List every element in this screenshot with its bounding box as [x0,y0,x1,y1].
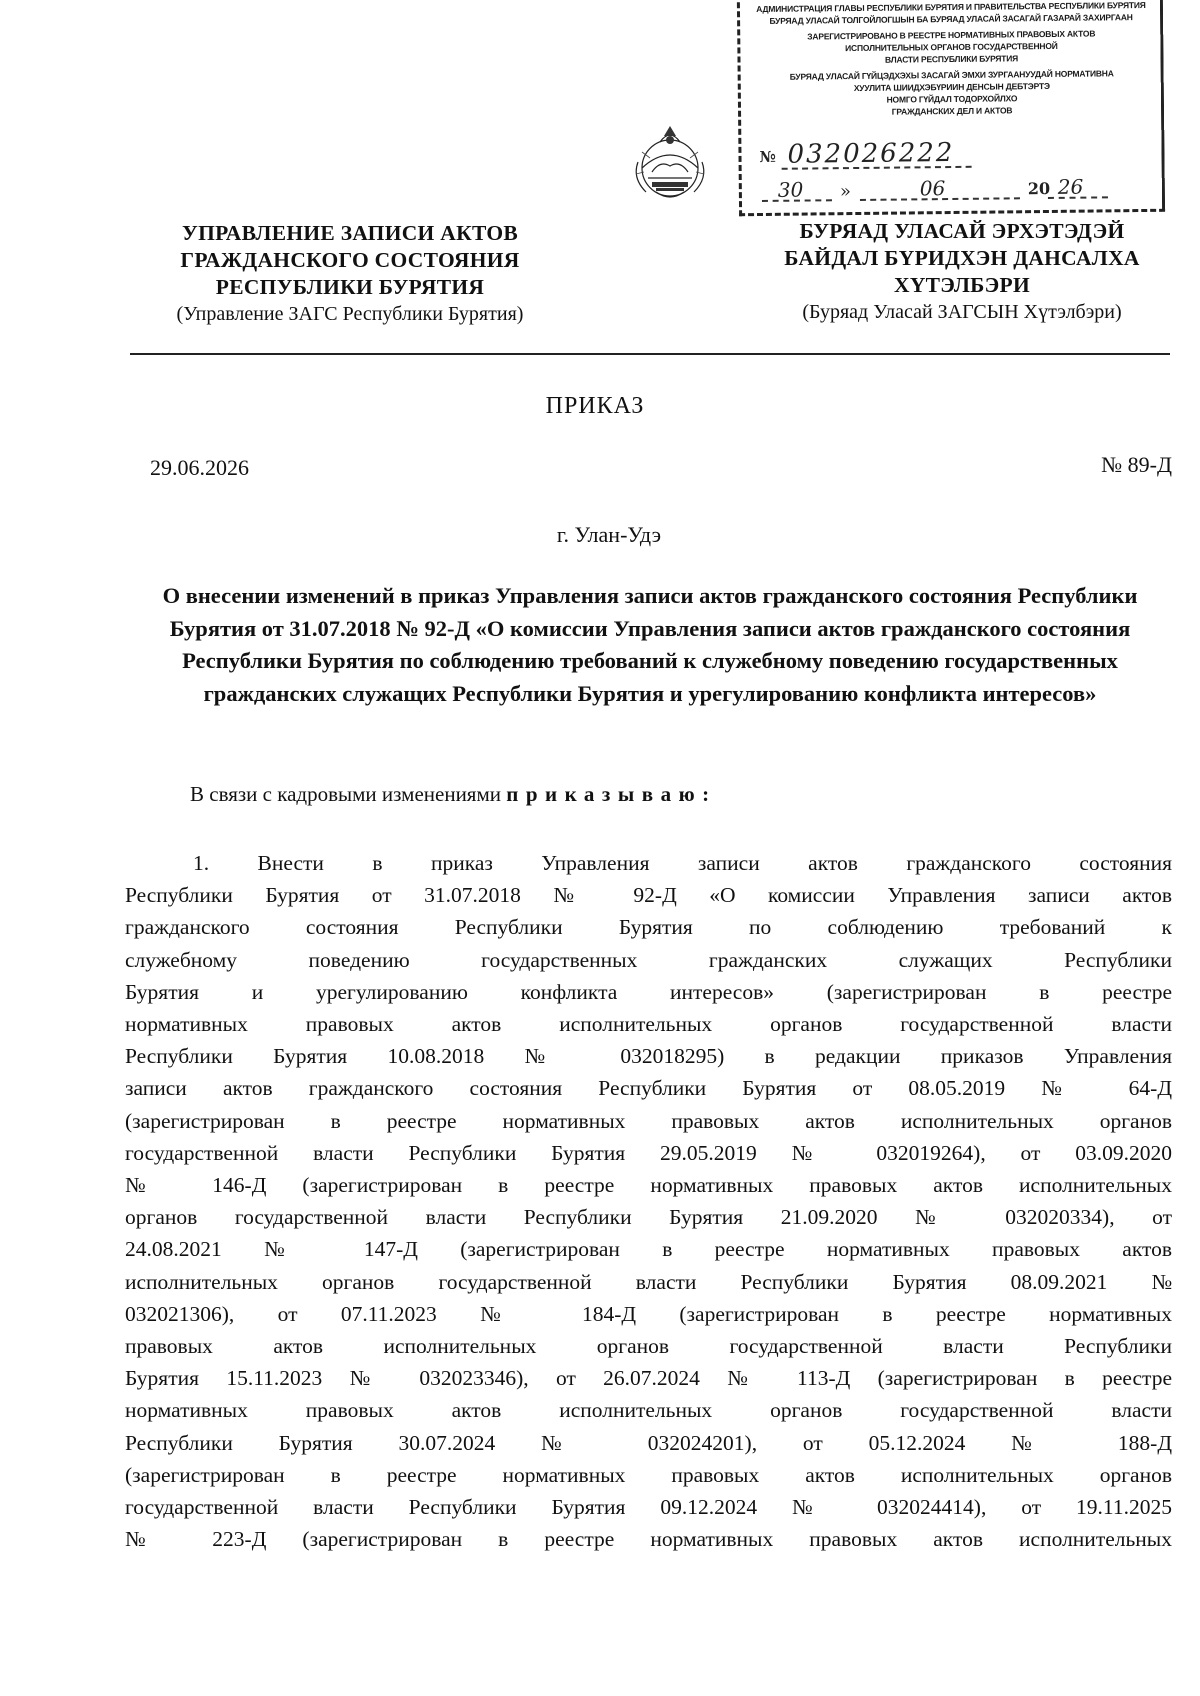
registration-stamp: АДМИНИСТРАЦИЯ ГЛАВЫ РЕСПУБЛИКИ БУРЯТИЯ И ПРАВИТЕЛЬСТВА РЕСПУБЛИКИ БУРЯТИЯ БУРЯАД УЛАСАЙ ТОЛГОЙЛОГШЫН БА БУРЯАД УЛАСАЙ ЗАСАГАЙ ГАЗАРАЙ ЗАХИРГААН ЗАРЕГИСТРИРОВАНО В РЕЕСТРЕ НОРМАТИВНЫХ ПРАВОВЫХ АКТОВ ИСПОЛНИТЕЛЬНЫХ ОРГАНОВ ГОСУДАРСТВЕННОЙ ВЛАСТИ РЕСПУБЛИКИ БУРЯТИЯ БУРЯАД УЛАСАЙ ГҮЙЦЭДХЭХЫ ЗАСАГАЙ ЭМХИ ЗУРГААНУУДАЙ НОРМАТИВНА ХУУЛИТА ШИИДХЭБҮРИИН ДЕНСЫН ДЕБТЭРТЭ НОМГО ГҮЙДАЛ ТОДОРХОЙЛХО ГРАЖДАНСКИХ ДЕЛ И АКТОВ № 032026222 30 » 06 20 26 [737,0,1165,216]
stamp-line: БУРЯАД УЛАСАЙ ТОЛГОЙЛОГШЫН БА БУРЯАД УЛАСАЙ ЗАСАГАЙ ГАЗАРАЙ ЗАХИРГААН [769,12,1133,26]
intro-text: В связи с кадровыми изменениями [190,782,507,806]
body-line: № 146-Д (зарегистрирован в реестре нормативных правовых актов исполнительных [125,1173,1172,1198]
stamp-line: НОМГО ГҮЙДАЛ ТОДОРХОЙЛХО [886,93,1018,105]
order-date: 29.06.2026 [150,455,249,480]
body-line: государственной власти Республики Бурятия 29.05.2019 № 032019264), от 03.09.2020 [125,1140,1172,1165]
stamp-line: ГРАЖДАНСКИХ ДЕЛ И АКТОВ [891,105,1013,117]
agency-short-name: (Управление ЗАГС Республики Бурятия) [176,303,524,325]
body-line: 24.08.2021 № 147-Д (зарегистрирован в реестре нормативных правовых актов [125,1237,1172,1262]
stamp-registration-number: 032026222 [787,137,955,170]
agency-name-line-1: УПРАВЛЕНИЕ ЗАПИСИ АКТОВ [181,221,518,245]
body-line: 032021306), от 07.11.2023 № 184-Д (зарегистрирован в реестре нормативных [125,1301,1172,1326]
body-line: (зарегистрирован в реестре нормативных правовых актов исполнительных органов [125,1462,1172,1487]
body-line: правовых актов исполнительных органов государственной власти Республики [125,1334,1172,1359]
stamp-line: ИСПОЛНИТЕЛЬНЫХ ОРГАНОВ ГОСУДАРСТВЕННОЙ [845,40,1058,54]
stamp-line: ЗАРЕГИСТРИРОВАНО В РЕЕСТРЕ НОРМАТИВНЫХ ПРАВОВЫХ АКТОВ [807,28,1096,42]
stamp-line: АДМИНИСТРАЦИЯ ГЛАВЫ РЕСПУБЛИКИ БУРЯТИЯ И ПРАВИТЕЛЬСТВА РЕСПУБЛИКИ БУРЯТИЯ [756,0,1146,15]
stamp-month: 06 [919,176,946,201]
body-line: служебному поведению государственных гражданских служащих Республики [125,947,1172,972]
body-line: Бурятия и урегулированию конфликта интересов» (зарегистрирован в реестре [125,979,1172,1004]
body-line: гражданского состояния Республики Бурятия по соблюдению требований к [125,915,1172,940]
body-line: Бурятия 15.11.2023 № 032023346), от 26.07.2024 № 113-Д (зарегистрирован в реестре [125,1366,1172,1391]
body-line: записи актов гражданского состояния Республики Бурятия от 08.05.2019 № 64-Д [125,1076,1172,1101]
body-line: нормативных правовых актов исполнительных органов государственной власти [125,1012,1172,1037]
agency-name-line-2: БАЙДАЛ БҮРИДХЭН ДАНСАЛХА [784,246,1140,270]
agency-name-line-3: РЕСПУБЛИКИ БУРЯТИЯ [215,275,485,299]
body-line: нормативных правовых актов исполнительных органов государственной власти [125,1398,1172,1423]
order-city: г. Улан-Удэ [556,522,662,547]
agency-header-buryat [752,218,1172,326]
document-type-title: ПРИКАЗ [545,393,645,419]
order-number: № 89-Д [1101,452,1172,477]
agency-header-russian [120,220,580,328]
stamp-line: ВЛАСТИ РЕСПУБЛИКИ БУРЯТИЯ [884,53,1019,65]
order-heading: О внесении изменений в приказ Управления записи актов гражданского состояния Республики Бурятия от 31.07.2018 № 92-Д «О комиссии Управления записи актов гражданского состояния Республики Бурятия по соблюдению требований к служебному поведению государственных гражданских служащих Республики Бурятия и урегулированию конфликта интересов» [162,583,1138,706]
body-line: Республики Бурятия от 31.07.2018 № 92-Д «О комиссии Управления записи актов [125,883,1172,908]
order-body [125,847,1172,1555]
agency-name-line-3: ХҮТЭЛБЭРИ [894,273,1030,297]
stamp-day: 30 [777,177,804,202]
body-line: исполнительных органов государственной власти Республики Бурятия 08.09.2021 № [125,1269,1172,1294]
body-line: (зарегистрирован в реестре нормативных правовых актов исполнительных органов [125,1108,1172,1133]
stamp-year-prefix: 20 [1027,178,1051,199]
agency-name-line-1: БУРЯАД УЛАСАЙ ЭРХЭТЭДЭЙ [799,219,1125,243]
body-line: 1. Внести в приказ Управления записи актов гражданского состояния [193,851,1172,875]
header-divider [130,353,1170,355]
agency-short-name: (Буряад Уласай ЗАГСЫН Хүтэлбэри) [802,301,1122,323]
body-line: органов государственной власти Республики Бурятия 21.09.2020 № 032020334), от [125,1205,1172,1230]
coat-of-arms-emblem [628,122,712,206]
body-line: № 223-Д (зарегистрирован в реестре нормативных правовых актов исполнительных [125,1527,1172,1552]
stamp-number-label: № [759,147,776,167]
agency-name-line-2: ГРАЖДАНСКОГО СОСТОЯНИЯ [180,248,520,272]
stamp-line: ХУУЛИТА ШИИДХЭБҮРИИН ДЕНСЫН ДЕБТЭРТЭ [853,80,1050,94]
stamp-year: 26 [1057,174,1084,199]
body-line: Республики Бурятия 10.08.2018 № 032018295) в редакции приказов Управления [125,1044,1172,1069]
stamp-line: БУРЯАД УЛАСАЙ ГҮЙЦЭДХЭХЫ ЗАСАГАЙ ЭМХИ ЗУРГААНУУДАЙ НОРМАТИВНА [789,68,1114,82]
body-line: государственной власти Республики Бурятия 09.12.2024 № 032024414), от 19.11.2025 [125,1495,1172,1520]
order-intro [190,782,717,807]
body-line: Республики Бурятия 30.07.2024 № 032024201), от 05.12.2024 № 188-Д [125,1430,1172,1455]
intro-emphasis: приказываю: [506,782,717,806]
